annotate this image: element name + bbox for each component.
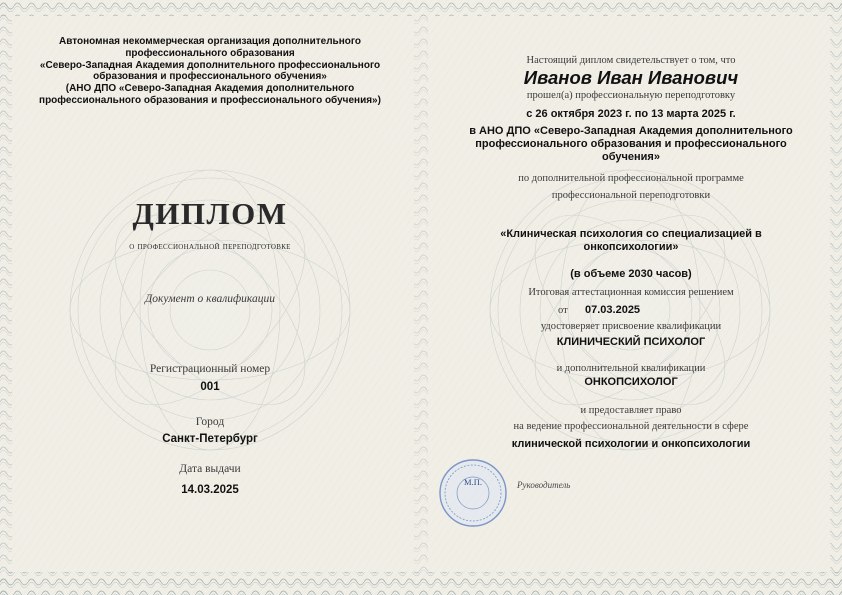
program-name-line: онкопсихологии» <box>583 241 679 253</box>
city-label: Город <box>195 416 225 428</box>
program-intro-line-2: профессиональной переподготовки <box>551 190 711 201</box>
program-intro-line-1: по дополнительной профессиональной программе <box>518 173 744 184</box>
commission-text: Итоговая аттестационная комиссия решением <box>528 287 734 298</box>
head-signature-label: Руководитель <box>517 480 571 490</box>
additional-qualification: ОНКОПСИХОЛОГ <box>584 376 678 388</box>
issue-date: 14.03.2025 <box>181 484 239 496</box>
diploma-subtitle: о профессиональной переподготовке <box>129 241 291 252</box>
training-org-line: обучения» <box>602 151 660 163</box>
training-org-line: в АНО ДПО «Северо-Западная Академия дополнительного <box>469 125 793 137</box>
passed-text: прошел(а) профессиональную переподготовку <box>526 90 736 101</box>
org-line: «Северо-Западная Академия дополнительного профессионального <box>39 59 381 71</box>
org-line: образования и профессионального обучения» <box>93 71 327 83</box>
certifies-text: удостоверяет присвоение квалификации <box>540 321 722 332</box>
study-period: с 26 октября 2023 г. по 13 марта 2025 г. <box>526 108 736 120</box>
org-line: профессионального образования и профессионального обучения») <box>39 94 381 106</box>
activity-sphere: клинической психологии и онкопсихологии <box>511 438 751 450</box>
org-line: (АНО ДПО «Северо-Западная Академия дополнительного <box>65 83 355 95</box>
intro-text: Настоящий диплом свидетельствует о том, что <box>526 55 736 66</box>
document-type: Документ о квалификации <box>144 293 276 305</box>
training-organization <box>450 125 812 164</box>
program-name-line: «Клиническая психология со специализацией в <box>500 228 762 240</box>
city: Санкт-Петербург <box>162 433 258 445</box>
issue-date-label: Дата выдачи <box>179 463 241 475</box>
activity-text: на ведение профессиональной деятельности в сфере <box>513 421 749 432</box>
org-line: профессионального образования <box>125 47 295 59</box>
training-org-line: профессионального образования и профессионального <box>475 138 787 150</box>
org-line: Автономная некоммерческая организация дополнительного <box>59 36 361 47</box>
diploma-title: ДИПЛОМ <box>132 196 288 231</box>
registration-number: 001 <box>200 381 220 393</box>
issuing-organization <box>20 36 400 107</box>
program-name <box>450 228 812 254</box>
additional-qualification-label: и дополнительной квалификации <box>556 363 706 374</box>
graduate-name: Иванов Иван Иванович <box>523 67 739 88</box>
decision-date: 07.03.2025 <box>585 304 641 316</box>
stamp-label: М.П. <box>464 477 482 487</box>
qualification: КЛИНИЧЕСКИЙ ПСИХОЛОГ <box>556 336 706 348</box>
registration-number-label: Регистрационный номер <box>149 363 271 375</box>
program-hours: (в объеме 2030 часов) <box>570 268 692 280</box>
seal-stamp <box>438 458 508 528</box>
grants-text: и предоставляет право <box>580 405 682 416</box>
decision-from-label: от <box>558 305 568 316</box>
